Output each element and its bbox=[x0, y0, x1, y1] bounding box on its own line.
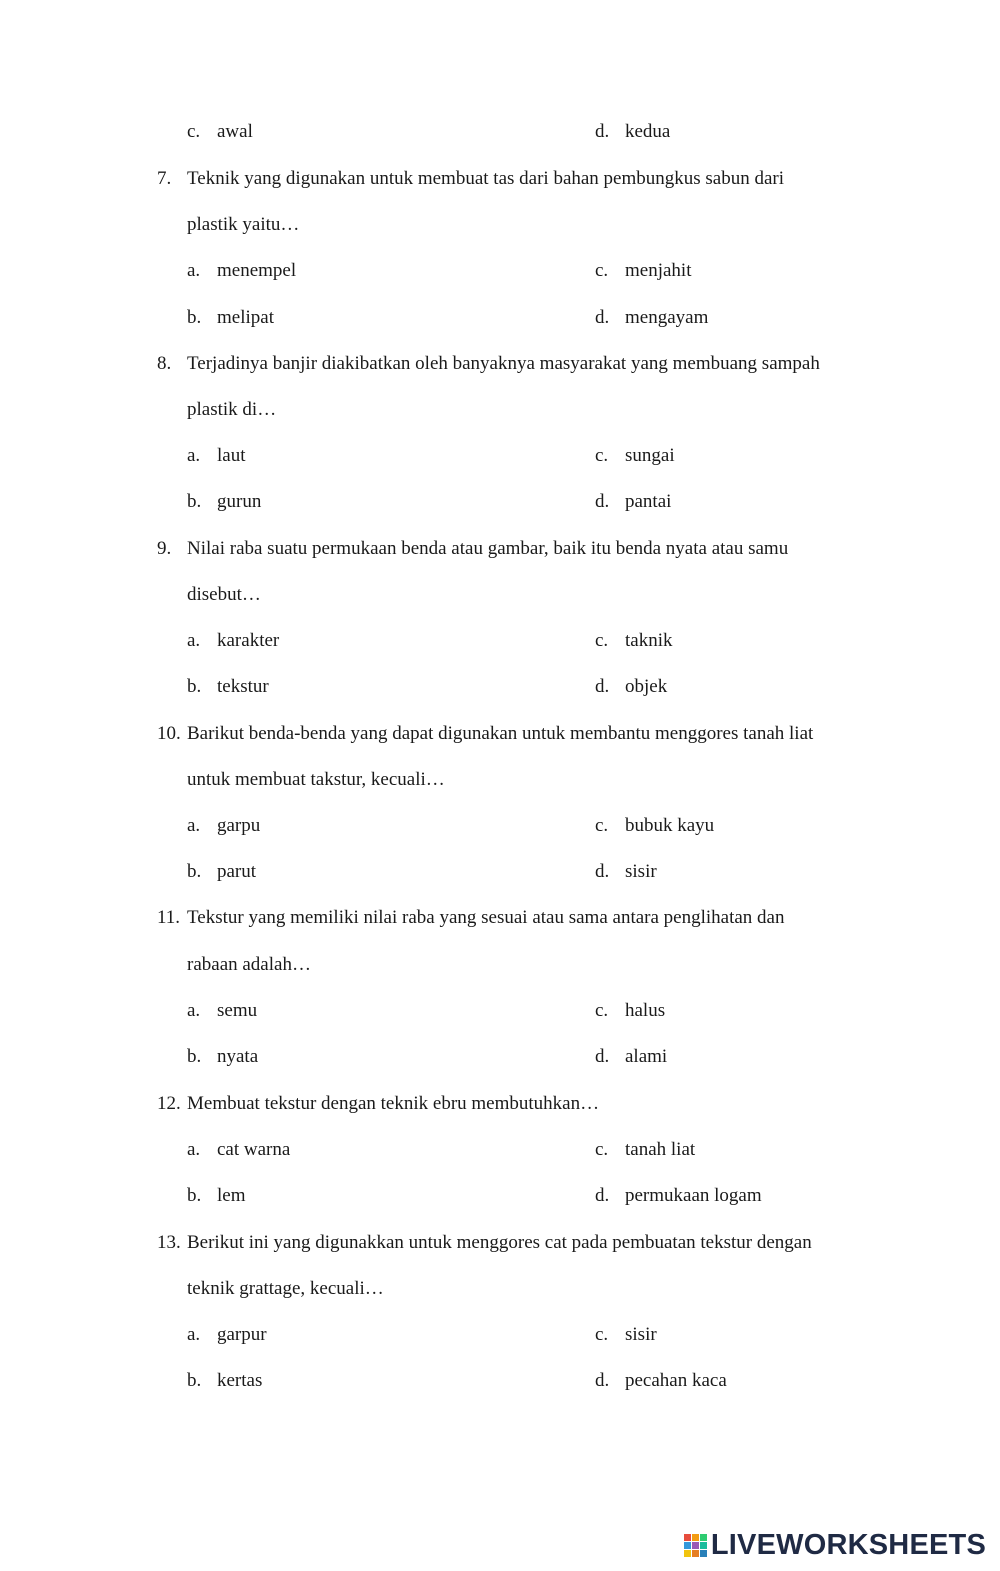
logo-cell bbox=[692, 1550, 699, 1557]
option-text: pantai bbox=[625, 491, 672, 512]
option-text: nyata bbox=[217, 1046, 259, 1067]
option-text: awal bbox=[217, 121, 253, 142]
question-11-option-d bbox=[595, 1042, 667, 1072]
question-11-option-b bbox=[187, 1042, 258, 1072]
option-letter: a. bbox=[187, 815, 201, 836]
option-text: laut bbox=[217, 445, 246, 466]
option-letter: a. bbox=[187, 445, 201, 466]
option-text: sisir bbox=[625, 1324, 657, 1345]
option-text: kertas bbox=[217, 1370, 263, 1391]
option-letter: a. bbox=[187, 630, 201, 651]
question-10-text-cont: untuk membuat takstur, kecuali… bbox=[187, 769, 445, 790]
question-7-number: 7. bbox=[157, 168, 172, 189]
question-9-option-b bbox=[187, 672, 269, 702]
option-letter: b. bbox=[187, 491, 202, 512]
question-7-option-a bbox=[187, 256, 296, 286]
logo-cell bbox=[700, 1534, 707, 1541]
question-8-option-c bbox=[595, 441, 675, 471]
question-13-text: Berikut ini yang digunakkan untuk menggores cat pada pembuatan tekstur dengan bbox=[187, 1232, 812, 1253]
question-7-option-d bbox=[595, 303, 708, 333]
option-letter: b. bbox=[187, 861, 202, 882]
question-8-option-a bbox=[187, 441, 246, 471]
question-8-text-cont: plastik di… bbox=[187, 399, 277, 420]
question-12-option-d bbox=[595, 1181, 762, 1211]
option-letter: d. bbox=[595, 1370, 610, 1391]
option-letter: a. bbox=[187, 1139, 201, 1160]
question-10-option-c bbox=[595, 811, 714, 841]
question-12-text: Membuat tekstur dengan teknik ebru membutuhkan… bbox=[187, 1093, 600, 1114]
option-text: halus bbox=[625, 1000, 666, 1021]
option-letter: b. bbox=[187, 1370, 202, 1391]
option-d-top bbox=[595, 117, 670, 147]
question-11-text: Tekstur yang memiliki nilai raba yang sesuai atau sama antara penglihatan dan bbox=[187, 907, 785, 928]
option-text: lem bbox=[217, 1185, 246, 1206]
question-13-option-a bbox=[187, 1320, 267, 1350]
option-text: tekstur bbox=[217, 676, 269, 697]
question-7-text-cont: plastik yaitu… bbox=[187, 214, 300, 235]
question-12-option-a bbox=[187, 1135, 290, 1165]
logo-cell bbox=[684, 1542, 691, 1549]
option-letter: d. bbox=[595, 1185, 610, 1206]
option-letter: c. bbox=[595, 1324, 609, 1345]
option-letter: b. bbox=[187, 676, 202, 697]
option-letter: a. bbox=[187, 260, 201, 281]
option-letter: d. bbox=[595, 121, 610, 142]
option-letter: c. bbox=[595, 630, 609, 651]
liveworksheets-logo-icon bbox=[684, 1534, 707, 1557]
option-letter: c. bbox=[187, 121, 201, 142]
question-11-option-c bbox=[595, 996, 665, 1026]
question-11-number: 11. bbox=[157, 907, 181, 928]
question-13-option-b bbox=[187, 1366, 262, 1396]
liveworksheets-branding[interactable] bbox=[684, 1527, 986, 1563]
question-9-option-c bbox=[595, 626, 673, 656]
option-text: tanah liat bbox=[625, 1139, 696, 1160]
option-text: kedua bbox=[625, 121, 671, 142]
option-text: semu bbox=[217, 1000, 258, 1021]
option-letter: d. bbox=[595, 861, 610, 882]
logo-cell bbox=[684, 1550, 691, 1557]
option-letter: c. bbox=[595, 815, 609, 836]
question-13-number: 13. bbox=[157, 1232, 181, 1253]
option-letter: b. bbox=[187, 1185, 202, 1206]
option-letter: b. bbox=[187, 1046, 202, 1067]
question-8-number: 8. bbox=[157, 353, 172, 374]
question-13-option-c bbox=[595, 1320, 657, 1350]
logo-cell bbox=[692, 1534, 699, 1541]
logo-cell bbox=[700, 1542, 707, 1549]
question-12-option-c bbox=[595, 1135, 695, 1165]
question-7-option-c bbox=[595, 256, 691, 286]
question-10-option-a bbox=[187, 811, 260, 841]
option-text: menjahit bbox=[625, 260, 692, 281]
option-text: karakter bbox=[217, 630, 280, 651]
option-text: taknik bbox=[625, 630, 673, 651]
question-12-number: 12. bbox=[157, 1093, 181, 1114]
option-letter: b. bbox=[187, 307, 202, 328]
question-7-option-b bbox=[187, 303, 274, 333]
option-text: menempel bbox=[217, 260, 297, 281]
option-letter: a. bbox=[187, 1324, 201, 1345]
option-text: pecahan kaca bbox=[625, 1370, 727, 1391]
question-8-option-d bbox=[595, 487, 671, 517]
option-text: permukaan logam bbox=[625, 1185, 762, 1206]
option-text: melipat bbox=[217, 307, 274, 328]
question-10-text: Barikut benda-benda yang dapat digunakan untuk membantu menggores tanah liat bbox=[187, 723, 814, 744]
brand-text: LIVEWORKSHEETS bbox=[710, 1528, 986, 1561]
question-9-text: Nilai raba suatu permukaan benda atau gambar, baik itu benda nyata atau samu bbox=[187, 538, 789, 559]
question-8-option-b bbox=[187, 487, 261, 517]
question-9-option-a bbox=[187, 626, 279, 656]
option-text: parut bbox=[217, 861, 257, 882]
option-text: garpur bbox=[217, 1324, 267, 1345]
question-10-number: 10. bbox=[157, 723, 181, 744]
option-text: cat warna bbox=[217, 1139, 291, 1160]
question-10-option-d bbox=[595, 857, 657, 887]
question-7-text: Teknik yang digunakan untuk membuat tas dari bahan pembungkus sabun dari bbox=[187, 168, 785, 189]
question-9-text-cont: disebut… bbox=[187, 584, 261, 605]
question-9-option-d bbox=[595, 672, 667, 702]
question-9-number: 9. bbox=[157, 538, 172, 559]
option-letter: a. bbox=[187, 1000, 201, 1021]
option-letter: d. bbox=[595, 491, 610, 512]
option-text: garpu bbox=[217, 815, 261, 836]
option-text: objek bbox=[625, 676, 668, 697]
option-letter: d. bbox=[595, 307, 610, 328]
logo-cell bbox=[692, 1542, 699, 1549]
option-letter: c. bbox=[595, 260, 609, 281]
option-letter: d. bbox=[595, 1046, 610, 1067]
option-letter: d. bbox=[595, 676, 610, 697]
option-text: mengayam bbox=[625, 307, 709, 328]
question-8-text: Terjadinya banjir diakibatkan oleh banyaknya masyarakat yang membuang sampah bbox=[187, 353, 820, 374]
option-text: sungai bbox=[625, 445, 675, 466]
option-text: alami bbox=[625, 1046, 668, 1067]
option-letter: c. bbox=[595, 1000, 609, 1021]
question-13-option-d bbox=[595, 1366, 727, 1396]
option-text: sisir bbox=[625, 861, 657, 882]
logo-cell bbox=[684, 1534, 691, 1541]
question-12-option-b bbox=[187, 1181, 246, 1211]
question-13-text-cont: teknik grattage, kecuali… bbox=[187, 1278, 384, 1299]
question-10-option-b bbox=[187, 857, 256, 887]
question-11-text-cont: rabaan adalah… bbox=[187, 954, 311, 975]
option-letter: c. bbox=[595, 445, 609, 466]
question-11-option-a bbox=[187, 996, 257, 1026]
option-letter: c. bbox=[595, 1139, 609, 1160]
option-text: gurun bbox=[217, 491, 262, 512]
option-c-top bbox=[187, 117, 253, 147]
logo-cell bbox=[700, 1550, 707, 1557]
option-text: bubuk kayu bbox=[625, 815, 715, 836]
